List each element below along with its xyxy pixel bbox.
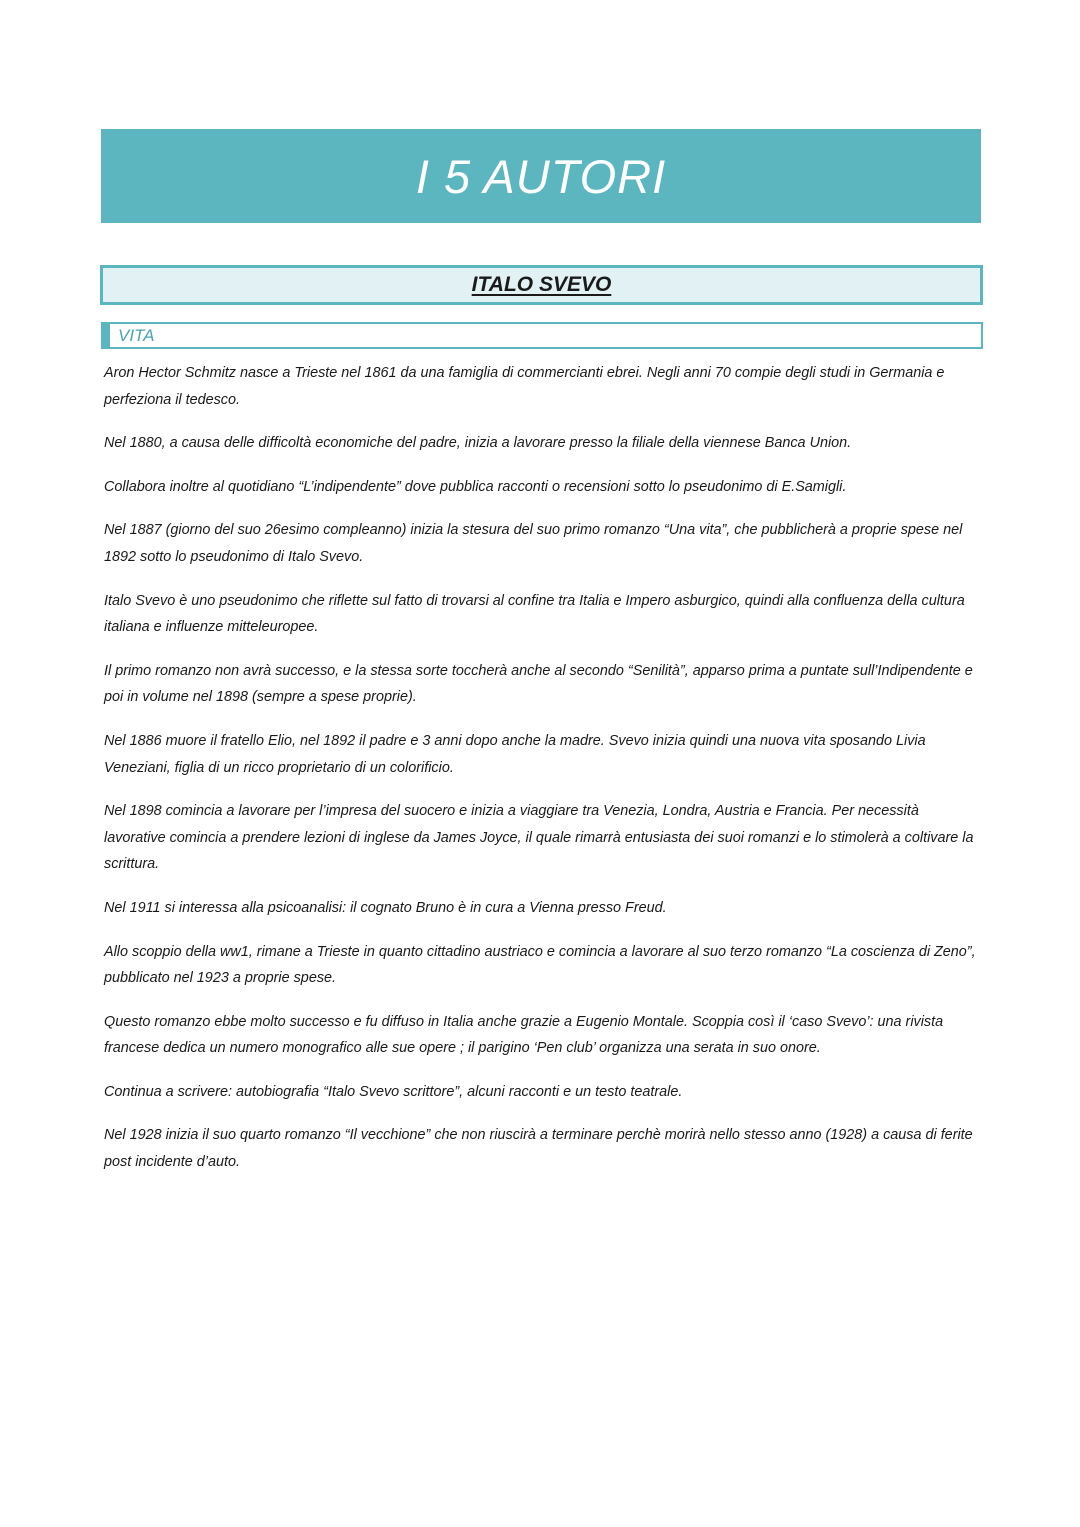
section-heading-box bbox=[101, 322, 983, 349]
paragraph: Allo scoppio della ww1, rimane a Trieste in quanto cittadino austriaco e comincia a lavorare al suo terzo romanzo “La coscienza di Zeno”, pubblicato nel 1923 a proprie spese. bbox=[104, 943, 976, 987]
paragraph: Collabora inoltre al quotidiano “L’indipendente” dove pubblica racconti o recensioni sotto lo pseudonimo di E.Samigli. bbox=[104, 478, 847, 495]
paragraph: Nel 1886 muore il fratello Elio, nel 1892 il padre e 3 anni dopo anche la madre. Svevo inizia quindi una nuova vita sposando Livia Veneziani, figlia di un ricco proprietario di un colorificio. bbox=[104, 732, 926, 776]
paragraph: Nel 1928 inizia il suo quarto romanzo “Il vecchione” che non riuscirà a terminare perchè morirà nello stesso anno (1928) a causa di ferite post incidente d’auto. bbox=[104, 1127, 973, 1171]
paragraph: Italo Svevo è uno pseudonimo che riflette sul fatto di trovarsi al confine tra Italia e Impero asburgico, quindi alla confluenza della cultura italiana e influenze mitteleuropee. bbox=[104, 592, 965, 636]
paragraph: Questo romanzo ebbe molto successo e fu diffuso in Italia anche grazie a Eugenio Montale. Scoppia così il ‘caso Svevo’: una rivista francese dedica un numero monografico alle sue opere ; il parigino ‘Pen club’ organizza una serata in suo onore. bbox=[104, 1013, 944, 1057]
paragraph: Il primo romanzo non avrà successo, e la stessa sorte toccherà anche al secondo “Senilità”, apparso prima a puntate sull’Indipendente e poi in volume nel 1898 (sempre a spese proprie). bbox=[104, 662, 973, 706]
paragraph: Nel 1898 comincia a lavorare per l’impresa del suocero e inizia a viaggiare tra Venezia, Londra, Austria e Francia. Per necessità lavorative comincia a prendere lezioni di inglese da James Joyce, il quale rimarrà entusiasta dei suoi romanzi e lo stimolerà a coltivare la scrittura. bbox=[104, 803, 974, 873]
document-title: I 5 AUTORI bbox=[415, 149, 667, 203]
paragraph: Continua a scrivere: autobiografia “Italo Svevo scrittore”, alcuni racconti e un testo teatrale. bbox=[104, 1083, 683, 1100]
paragraph: Nel 1887 (giorno del suo 26esimo compleanno) inizia la stesura del suo primo romanzo “Una vita”, che pubblicherà a proprie spese nel 1892 sotto lo pseudonimo di Italo Svevo. bbox=[104, 522, 963, 565]
paragraph: Aron Hector Schmitz nasce a Trieste nel 1861 da una famiglia di commercianti ebrei. Negli anni 70 compie degli studi in Germania e perfeziona il tedesco. bbox=[104, 365, 945, 408]
body-text bbox=[104, 360, 984, 1193]
paragraph: Nel 1911 si interessa alla psicoanalisi: il cognato Bruno è in cura a Vienna presso Freud. bbox=[104, 899, 667, 916]
section-heading: VITA bbox=[118, 325, 155, 345]
author-heading: ITALO SVEVO bbox=[471, 273, 612, 296]
title-banner bbox=[101, 129, 981, 223]
paragraph: Nel 1880, a causa delle difficoltà economiche del padre, inizia a lavorare presso la filiale della viennese Banca Union. bbox=[104, 435, 852, 452]
author-heading-box bbox=[100, 265, 983, 305]
